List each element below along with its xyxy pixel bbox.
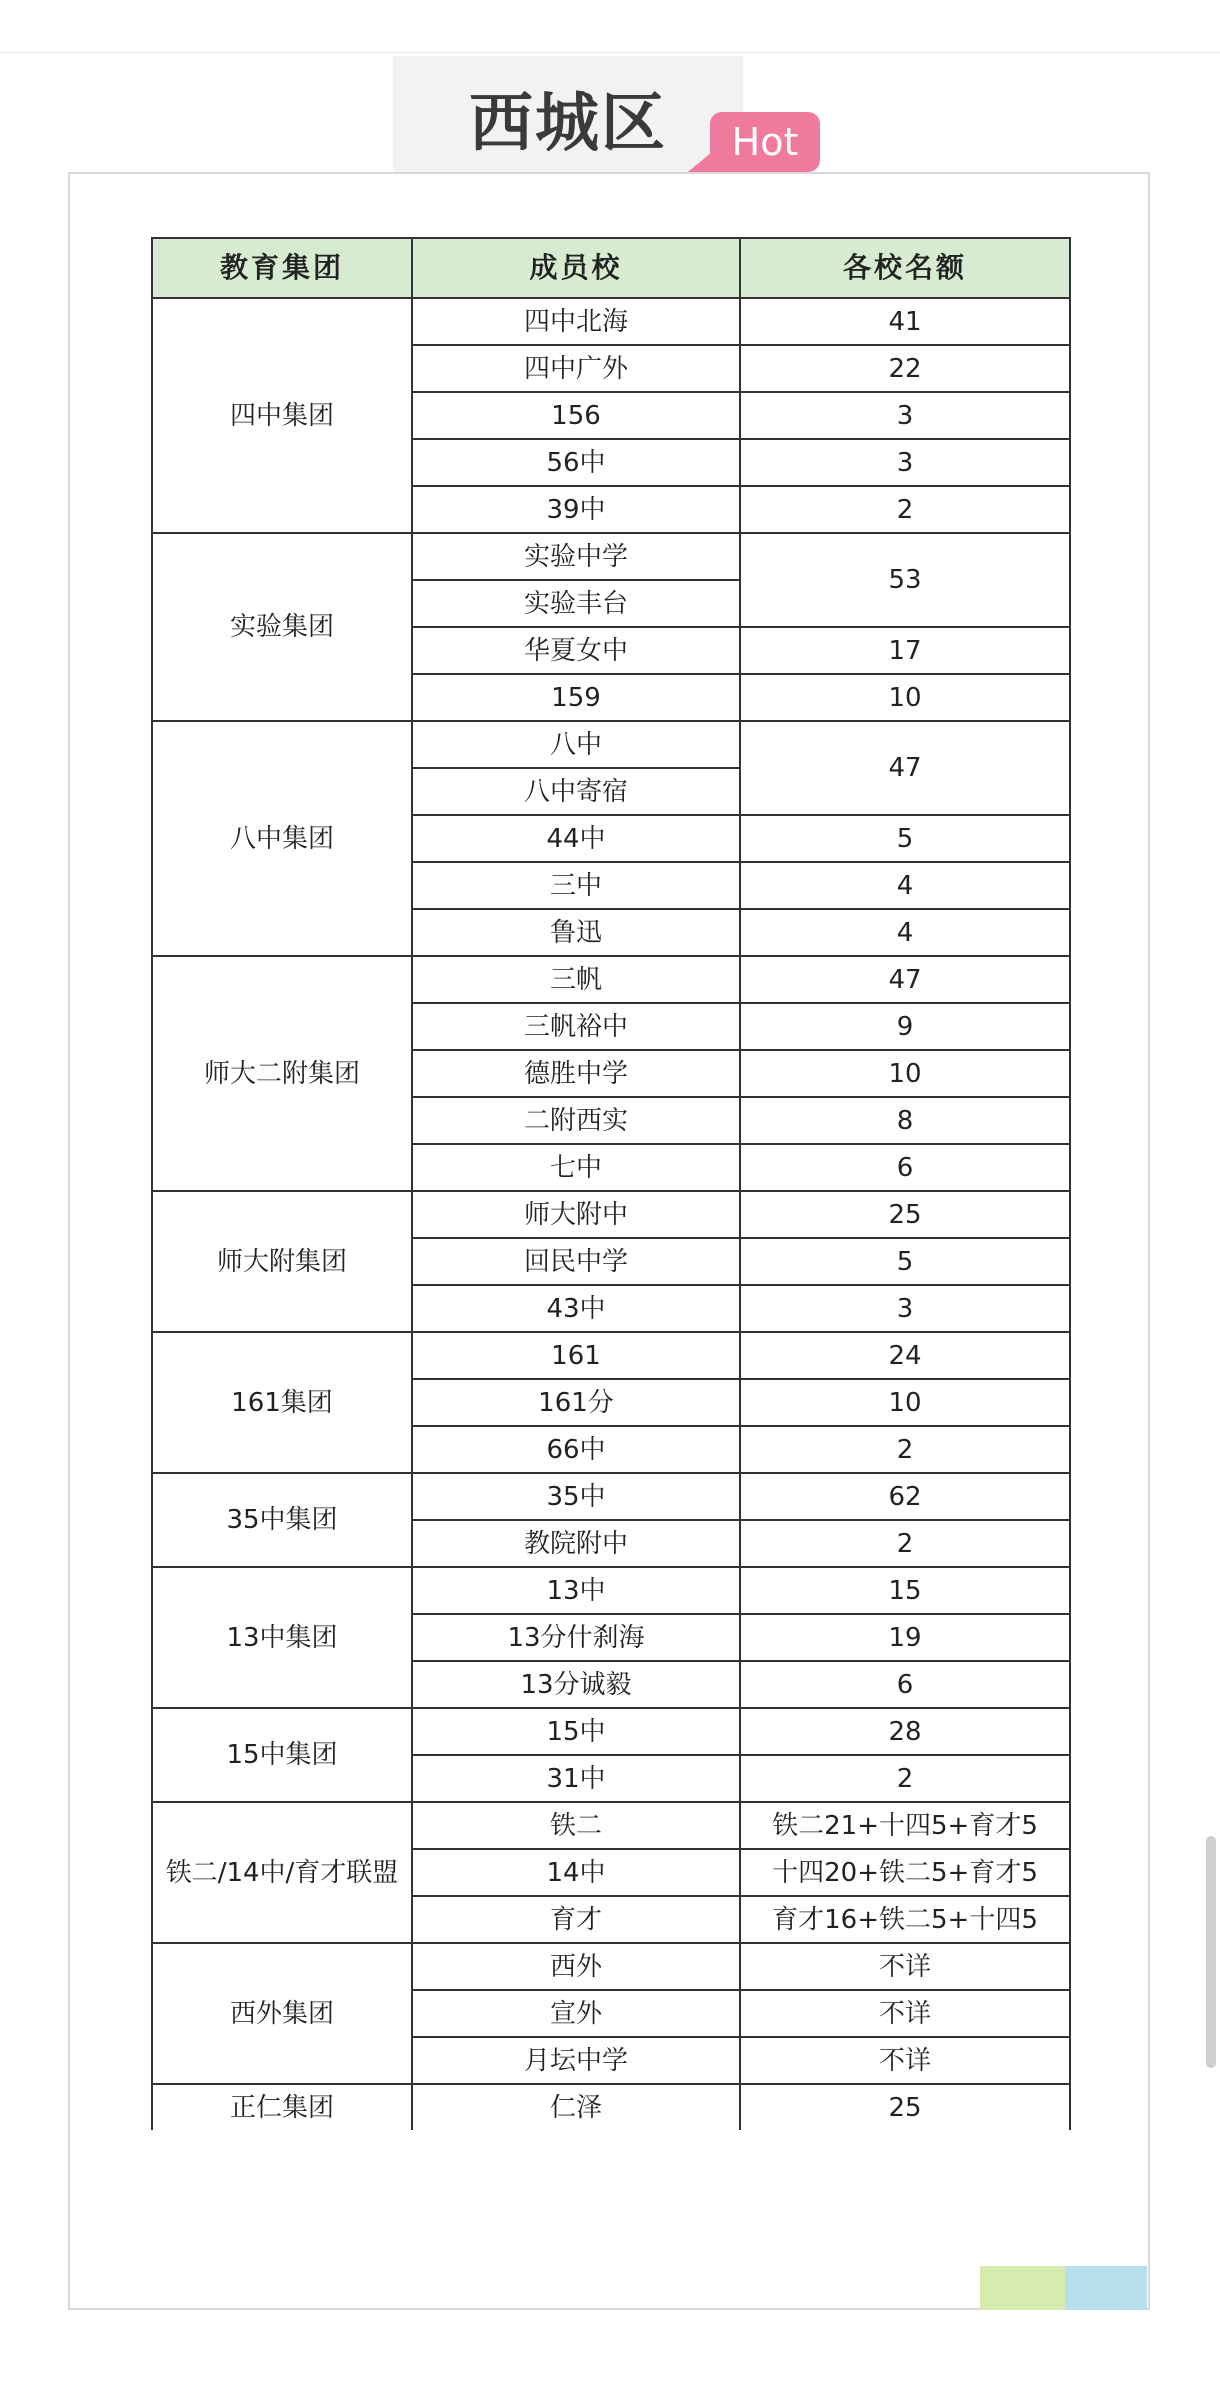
quota-cell: 十四20+铁二5+育才5 <box>740 1849 1070 1896</box>
quota-cell: 3 <box>740 439 1070 486</box>
group-name-cell: 实验集团 <box>152 533 412 721</box>
school-cell: 育才 <box>412 1896 740 1943</box>
school-cell: 156 <box>412 392 740 439</box>
group-name-cell: 161集团 <box>152 1332 412 1473</box>
table-row <box>152 956 1070 1003</box>
corner-decoration-blue <box>1065 2266 1147 2310</box>
quota-cell: 6 <box>740 1144 1070 1191</box>
school-cell: 仁泽 <box>412 2084 740 2130</box>
quota-cell: 不详 <box>740 1990 1070 2037</box>
group-name-cell: 师大二附集团 <box>152 956 412 1191</box>
school-cell: 月坛中学 <box>412 2037 740 2084</box>
column-header-quota: 各校名额 <box>740 238 1070 298</box>
table-row <box>152 1567 1070 1614</box>
column-header-group: 教育集团 <box>152 238 412 298</box>
quota-cell: 53 <box>740 533 1070 627</box>
school-cell: 七中 <box>412 1144 740 1191</box>
school-cell: 宣外 <box>412 1990 740 2037</box>
group-name-cell: 四中集团 <box>152 298 412 533</box>
quota-cell: 10 <box>740 674 1070 721</box>
group-name-cell: 13中集团 <box>152 1567 412 1708</box>
hot-badge: Hot <box>710 112 820 172</box>
school-cell: 实验中学 <box>412 533 740 580</box>
school-cell: 31中 <box>412 1755 740 1802</box>
quota-cell: 4 <box>740 862 1070 909</box>
quota-cell: 2 <box>740 486 1070 533</box>
quota-cell: 28 <box>740 1708 1070 1755</box>
group-name-cell: 铁二/14中/育才联盟 <box>152 1802 412 1943</box>
school-cell: 44中 <box>412 815 740 862</box>
quota-cell: 15 <box>740 1567 1070 1614</box>
school-cell: 三帆裕中 <box>412 1003 740 1050</box>
school-cell: 鲁迅 <box>412 909 740 956</box>
school-cell: 华夏女中 <box>412 627 740 674</box>
quota-cell: 2 <box>740 1520 1070 1567</box>
school-cell: 二附西实 <box>412 1097 740 1144</box>
quota-cell: 3 <box>740 1285 1070 1332</box>
quota-cell: 47 <box>740 956 1070 1003</box>
quota-cell: 25 <box>740 2084 1070 2130</box>
group-name-cell: 西外集团 <box>152 1943 412 2084</box>
group-name-cell: 15中集团 <box>152 1708 412 1802</box>
quota-cell: 22 <box>740 345 1070 392</box>
table-row <box>152 721 1070 768</box>
school-cell: 13中 <box>412 1567 740 1614</box>
quota-cell: 育才16+铁二5+十四5 <box>740 1896 1070 1943</box>
school-cell: 13分什刹海 <box>412 1614 740 1661</box>
school-cell: 161分 <box>412 1379 740 1426</box>
quota-table <box>151 237 1071 2130</box>
group-name-cell: 正仁集团 <box>152 2084 412 2130</box>
table-row <box>152 1332 1070 1379</box>
hot-badge-tail <box>688 152 712 172</box>
scrollbar[interactable] <box>1206 1836 1216 2068</box>
quota-cell: 47 <box>740 721 1070 815</box>
page-title: 西城区 <box>469 87 667 161</box>
school-cell: 西外 <box>412 1943 740 1990</box>
school-cell: 实验丰台 <box>412 580 740 627</box>
table-row <box>152 1802 1070 1849</box>
school-cell: 43中 <box>412 1285 740 1332</box>
school-cell: 师大附中 <box>412 1191 740 1238</box>
table-row <box>152 1473 1070 1520</box>
school-cell: 三中 <box>412 862 740 909</box>
school-cell: 三帆 <box>412 956 740 1003</box>
table-row <box>152 298 1070 345</box>
quota-cell: 9 <box>740 1003 1070 1050</box>
school-cell: 14中 <box>412 1849 740 1896</box>
school-cell: 铁二 <box>412 1802 740 1849</box>
school-cell: 德胜中学 <box>412 1050 740 1097</box>
table-row <box>152 533 1070 580</box>
school-cell: 八中寄宿 <box>412 768 740 815</box>
quota-cell: 24 <box>740 1332 1070 1379</box>
quota-cell: 铁二21+十四5+育才5 <box>740 1802 1070 1849</box>
group-name-cell: 35中集团 <box>152 1473 412 1567</box>
school-cell: 35中 <box>412 1473 740 1520</box>
quota-cell: 25 <box>740 1191 1070 1238</box>
school-cell: 159 <box>412 674 740 721</box>
corner-decoration-green <box>980 2266 1065 2310</box>
school-cell: 66中 <box>412 1426 740 1473</box>
quota-cell: 不详 <box>740 1943 1070 1990</box>
school-cell: 回民中学 <box>412 1238 740 1285</box>
school-cell: 39中 <box>412 486 740 533</box>
school-cell: 161 <box>412 1332 740 1379</box>
column-header-school: 成员校 <box>412 238 740 298</box>
table-row <box>152 1708 1070 1755</box>
quota-cell: 3 <box>740 392 1070 439</box>
table-row <box>152 1191 1070 1238</box>
quota-cell: 10 <box>740 1379 1070 1426</box>
quota-cell: 8 <box>740 1097 1070 1144</box>
school-cell: 13分诚毅 <box>412 1661 740 1708</box>
school-cell: 四中广外 <box>412 345 740 392</box>
quota-cell: 19 <box>740 1614 1070 1661</box>
group-name-cell: 师大附集团 <box>152 1191 412 1332</box>
quota-cell: 5 <box>740 1238 1070 1285</box>
quota-cell: 17 <box>740 627 1070 674</box>
school-cell: 教院附中 <box>412 1520 740 1567</box>
quota-cell: 6 <box>740 1661 1070 1708</box>
table-row <box>152 2084 1070 2130</box>
school-cell: 四中北海 <box>412 298 740 345</box>
header-row <box>152 238 1070 298</box>
quota-cell: 2 <box>740 1426 1070 1473</box>
school-cell: 56中 <box>412 439 740 486</box>
top-divider <box>0 52 1220 53</box>
quota-cell: 2 <box>740 1755 1070 1802</box>
quota-cell: 不详 <box>740 2037 1070 2084</box>
quota-cell: 5 <box>740 815 1070 862</box>
table-row <box>152 1943 1070 1990</box>
school-cell: 八中 <box>412 721 740 768</box>
school-cell: 15中 <box>412 1708 740 1755</box>
quota-cell: 62 <box>740 1473 1070 1520</box>
quota-cell: 10 <box>740 1050 1070 1097</box>
quota-cell: 4 <box>740 909 1070 956</box>
group-name-cell: 八中集团 <box>152 721 412 956</box>
quota-cell: 41 <box>740 298 1070 345</box>
